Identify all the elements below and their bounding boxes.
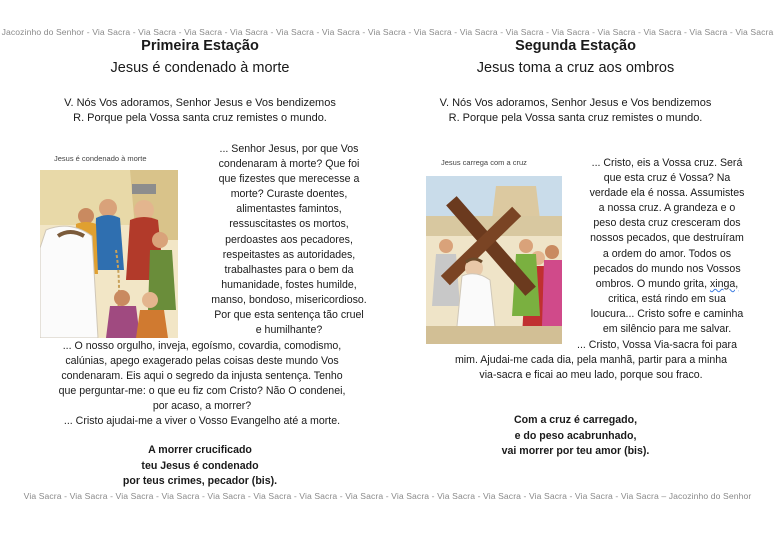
station1-meditation-line: trabalhastes para o bem da (224, 263, 354, 276)
station1-reflection-line: ... Cristo ajudai-me a viver o Vosso Evangelho até a morte. (63, 415, 341, 428)
station2-image-caption: Jesus carrega com a cruz (441, 158, 527, 167)
station1-meditation-line: morte? Curaste doentes, (230, 188, 348, 201)
station1-title: Primeira Estação (141, 38, 259, 54)
station2-versicle: V. Nós Vos adoramos, Senhor Jesus e Vos bendizemos (439, 97, 712, 109)
station2-meditation-line: ... Cristo, eis a Vossa cruz. Será (591, 157, 743, 169)
station1-meditation-line: alimentastes famintos, (236, 203, 342, 216)
station2-response: R. Porque pela Vossa santa cruz remistes o mundo. (448, 112, 703, 124)
station1-reflection-line: que perguntar-me: o que eu fiz com Cristo? Não O condenei, (58, 385, 346, 398)
station1-image-caption: Jesus é condenado à morte (54, 154, 147, 163)
station2-meditation-line (567, 277, 767, 292)
station1-reflection-line: ... O nosso orgulho, inveja, egoísmo, covardia, comodismo, (62, 340, 342, 352)
station2-hymn (388, 413, 763, 460)
jesus-condemned-illustration-icon (40, 170, 178, 338)
station2-hymn-line: vai morrer por teu amor (bis). (501, 445, 650, 457)
station1-hymn-line: teu Jesus é condenado (141, 459, 259, 472)
station2-meditation-line: nossos pecados, que destruíram (590, 232, 744, 245)
station1-meditation-line: ... Senhor Jesus, por que Vos (219, 143, 359, 155)
station2-meditation-line: que esta cruz é Vossa? Na (603, 172, 731, 185)
station1-reflection-line: calúnias, apego exagerado pelas coisas deste mundo Vos (65, 355, 339, 368)
station2-subtitle: Jesus toma a cruz aos ombros (476, 60, 675, 76)
station2-hymn-line: Com a cruz é carregado, (513, 414, 638, 426)
station2-meditation-line: critica, está rindo em sua (608, 292, 726, 305)
station2-meditation (567, 156, 767, 337)
station1-reflection-line: por acaso, a morrer? (152, 400, 252, 413)
station2-meditation-line: peso desta cruz cresceram dos (593, 217, 741, 230)
station2-title: Segunda Estação (515, 38, 636, 54)
station2-reflection (410, 338, 772, 383)
station1-hymn (0, 443, 400, 490)
station1-subtitle: Jesus é condenado à morte (110, 60, 290, 76)
station1-hymn-line: A morrer crucificado (148, 444, 252, 456)
station1-meditation-line: perdoastes aos pecadores, (225, 233, 353, 246)
station2-meditation-line: em silêncio para me salvar. (602, 323, 732, 336)
station2-meditation-line: a ordem do amor. Todos os (602, 247, 732, 260)
station2-reflection-line: via-sacra e ficai ao meu lado, porque sou fraco. (479, 369, 703, 382)
station1-meditation (186, 142, 392, 338)
station2-reflection-line: mim. Ajudai-me cada dia, pela manhã, partir para a minha (454, 354, 728, 367)
header-band: Jacozinho do Senhor - Via Sacra - Via Sacra - Via Sacra - Via Sacra - Via Sacra - Via Sacra - Via Sacra - Via Sacra - Via Sacra - Via Sacra - Via Sacra - Via Sacra - Via Sacra - Via Sacra - Via Sacra (1, 27, 774, 37)
station1-meditation-line: humanidade, fostes humilde, (221, 278, 357, 291)
station2-hymn-line: e do peso acabrunhado, (514, 429, 637, 442)
station1-meditation-line: manso, bondoso, misericordioso. (211, 293, 367, 306)
station2-meditation-text: ombros. O mundo grita, (595, 277, 710, 290)
station1-meditation-line: que fizestes que merecesse a (218, 173, 360, 186)
station1-versicle: V. Nós Vos adoramos, Senhor Jesus e Vos bendizemos (64, 97, 336, 109)
station1-meditation-line: Por que esta sentença tão cruel (214, 309, 364, 322)
marked-word: xinga, (709, 277, 739, 290)
station1-meditation-line: e humilhante? (255, 324, 323, 337)
station1-response: R. Porque pela Vossa santa cruz remistes o mundo. (73, 112, 327, 124)
footer-band: Via Sacra - Via Sacra - Via Sacra - Via Sacra - Via Sacra - Via Sacra - Via Sacra - Via Sacra - Via Sacra - Via Sacra - Via Sacra - Via Sacra - Via Sacra - Via Sacra – Jacozinho do Senhor (23, 491, 752, 501)
station1-meditation-line: ressuscitastes os mortos, (229, 218, 349, 231)
station1-reflection-line: condenaram. Eis aqui o segredo da injusta sentença. Tenho (61, 370, 343, 383)
station2-meditation-line: a nossa cruz. A grandeza e o (598, 202, 736, 215)
station1-hymn-line: por teus crimes, pecador (bis). (122, 475, 278, 487)
station2-meditation-line: loucura... Cristo sofre e caminha (590, 307, 744, 320)
station2-illustration (426, 176, 562, 344)
station1-reflection (26, 339, 378, 430)
station1-meditation-line: condenaram à morte? Que foi (218, 158, 360, 171)
station1-meditation-line: respeitastes as autoridades, (222, 248, 356, 261)
station2-meditation-line: verdade ela é nossa. Assumistes (589, 187, 745, 200)
station1-illustration (40, 170, 178, 338)
jesus-carrying-cross-illustration-icon (426, 176, 562, 344)
station2-meditation-line: pecados do mundo nos Vossos (593, 262, 741, 275)
station2-reflection-line: ... Cristo, Vossa Via-sacra foi para (577, 339, 737, 351)
